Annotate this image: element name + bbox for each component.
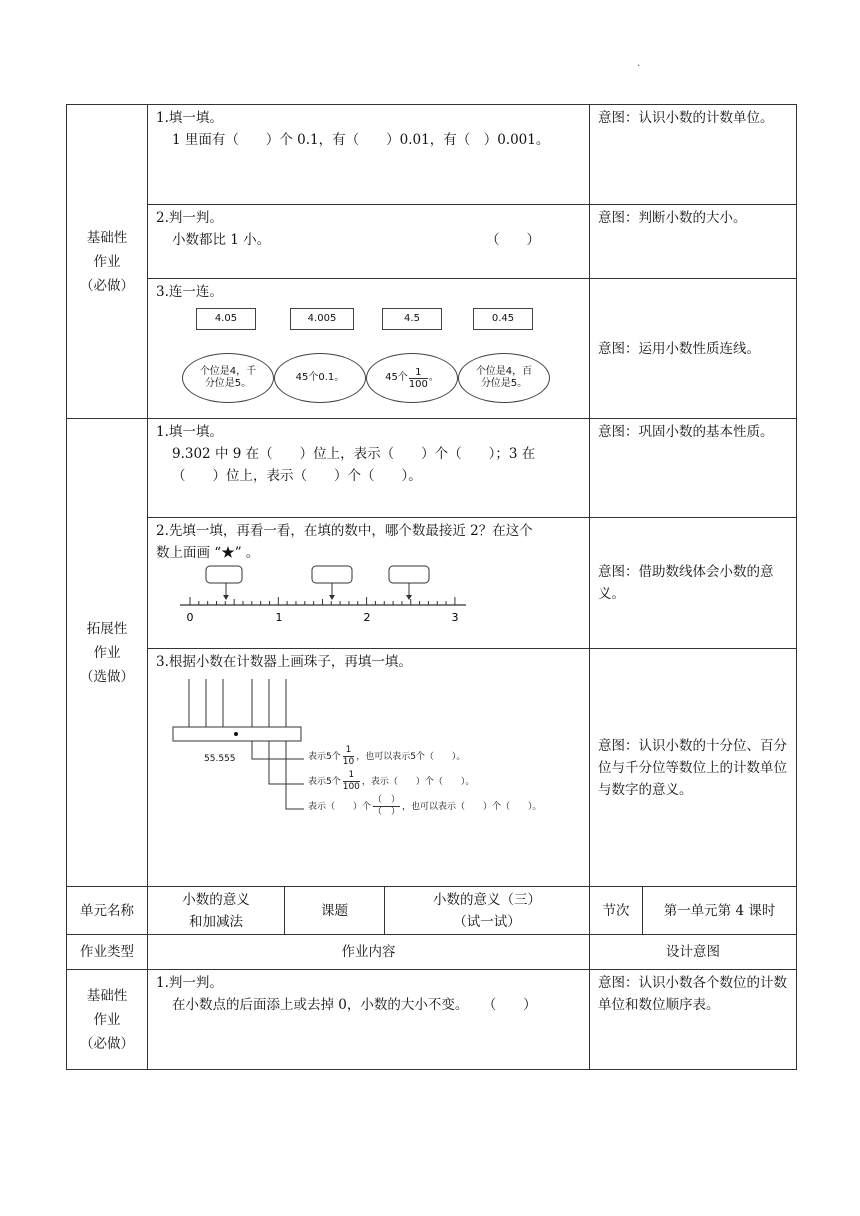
- extended-item-2: [148, 518, 590, 649]
- arrow: [406, 583, 412, 600]
- number-box: 4.005: [290, 308, 354, 330]
- item-title: 1.填一填。: [156, 424, 223, 440]
- category-line: 基础性: [86, 229, 128, 246]
- category-line: （必做）: [80, 1035, 134, 1052]
- abacus-line: 表示（ ）个 （ ） （ ） ，也可以表示（ ）个（ ）。: [308, 795, 542, 817]
- column-content: 作业内容: [148, 935, 590, 970]
- item-body: 在小数点的后面添上或去掉 0，小数的大小不变。: [172, 997, 469, 1013]
- answer-box: [206, 566, 242, 583]
- arrow: [329, 583, 335, 600]
- abacus-number: 55.555: [204, 754, 236, 764]
- number-box: 0.45: [473, 308, 533, 330]
- basic2-category-cell: [67, 970, 148, 1070]
- abacus-area: [156, 673, 583, 873]
- item-body: 1 里面有（ ）个 0.1，有（ ）0.01，有（ ）0.001。: [172, 132, 550, 148]
- matching-area: [156, 303, 583, 415]
- basic-item-1: [148, 105, 590, 205]
- abacus-line: 表示5个 1 100 ，表示（ ）个（ ）。: [308, 770, 475, 792]
- basic-item-2: [148, 205, 590, 279]
- answer-box: [312, 566, 352, 583]
- tick-label: 0: [186, 611, 194, 624]
- basic-intent-1: 意图：认识小数的计数单位。: [590, 105, 797, 205]
- fraction: 1 100: [342, 770, 360, 792]
- basic-intent-3: 意图：运用小数性质连线。: [590, 279, 797, 419]
- category-line: 基础性: [86, 987, 128, 1004]
- number-line: [166, 564, 486, 626]
- extended-intent-3: 意图：认识小数的十分位、百分位与千分位等数位上的计数单位与数字的意义。: [590, 649, 797, 887]
- category-line: 作业: [93, 1011, 121, 1028]
- session-label: 节次: [590, 887, 643, 935]
- fraction: 1 100: [408, 366, 428, 390]
- abacus-rods: [189, 679, 286, 727]
- tick-label: 3: [451, 611, 459, 624]
- number-box: 4.05: [196, 308, 256, 330]
- unit-label: 单元名称: [67, 887, 148, 935]
- topic-value: 小数的意义（三） （试一试）: [385, 887, 590, 935]
- answer-bracket: （ ）: [486, 232, 540, 248]
- decimal-point: [234, 732, 238, 736]
- abacus-line: 表示5个 1 10 ，也可以表示5个（ ）。: [308, 745, 466, 767]
- column-type: 作业类型: [67, 935, 148, 970]
- extended-item-1: [148, 419, 590, 518]
- item-title: 2.判一判。: [156, 210, 223, 226]
- axis-ticks: [190, 597, 455, 605]
- matching-oval: 个位是4，百 分位是5。: [458, 353, 550, 403]
- extended-category-cell: [67, 419, 148, 887]
- category-line: 作业: [93, 253, 121, 270]
- page-dot: .: [637, 58, 641, 69]
- item-body: 小数都比 1 小。: [172, 232, 271, 248]
- basic-item-3: [148, 279, 590, 419]
- matching-oval: 个位是4，千 分位是5。: [182, 353, 274, 403]
- matching-oval: 45个0.1。: [274, 353, 366, 403]
- basic2-intent: 意图：认识小数各个数位的计数单位和数位顺序表。: [590, 970, 797, 1070]
- basic2-item-1: [148, 970, 590, 1070]
- homework-table: [66, 104, 797, 1070]
- answer-box: [389, 566, 429, 583]
- item-title: 1.判一判。: [156, 975, 223, 991]
- basic-category-cell: [67, 105, 148, 419]
- topic-label: 课题: [285, 887, 385, 935]
- category-line: 拓展性: [86, 620, 128, 637]
- item-title: 2.先填一填，再看一看，在填的数中，哪个数最接近 2？在这个: [156, 523, 533, 539]
- item-title: 3.根据小数在计数器上画珠子，再填一填。: [156, 654, 412, 670]
- extended-intent-1: 意图：巩固小数的基本性质。: [590, 419, 797, 518]
- basic-intent-2: 意图：判断小数的大小。: [590, 205, 797, 279]
- unit-value: 小数的意义 和加减法: [148, 887, 285, 935]
- item-title: 3.连一连。: [156, 284, 223, 300]
- category-line: 作业: [93, 644, 121, 661]
- number-box: 4.5: [382, 308, 442, 330]
- category-line: （选做）: [80, 668, 134, 685]
- extended-item-3: [148, 649, 590, 887]
- connector-lines: [252, 741, 304, 809]
- extended-intent-2: 意图：借助数线体会小数的意义。: [590, 518, 797, 649]
- category-line: （必做）: [80, 277, 134, 294]
- item-line: （ ）位上，表示（ ）个（ ）。: [172, 468, 422, 484]
- matching-oval: 45个 1 100 。: [366, 353, 458, 403]
- item-line: 9.302 中 9 在（ ）位上，表示（ ）个（ ）；3 在: [172, 446, 536, 462]
- column-intent: 设计意图: [590, 935, 797, 970]
- fraction: 1 10: [342, 745, 355, 767]
- tick-label: 1: [275, 611, 283, 624]
- tick-label: 2: [363, 611, 371, 624]
- arrow: [223, 583, 229, 600]
- session-value: 第一单元第 4 课时: [643, 887, 797, 935]
- item-title: 数上面画 “★” 。: [156, 545, 260, 561]
- item-title: 1.填一填。: [156, 110, 223, 126]
- fraction: （ ） （ ）: [373, 795, 401, 817]
- answer-bracket: （ ）: [482, 997, 537, 1013]
